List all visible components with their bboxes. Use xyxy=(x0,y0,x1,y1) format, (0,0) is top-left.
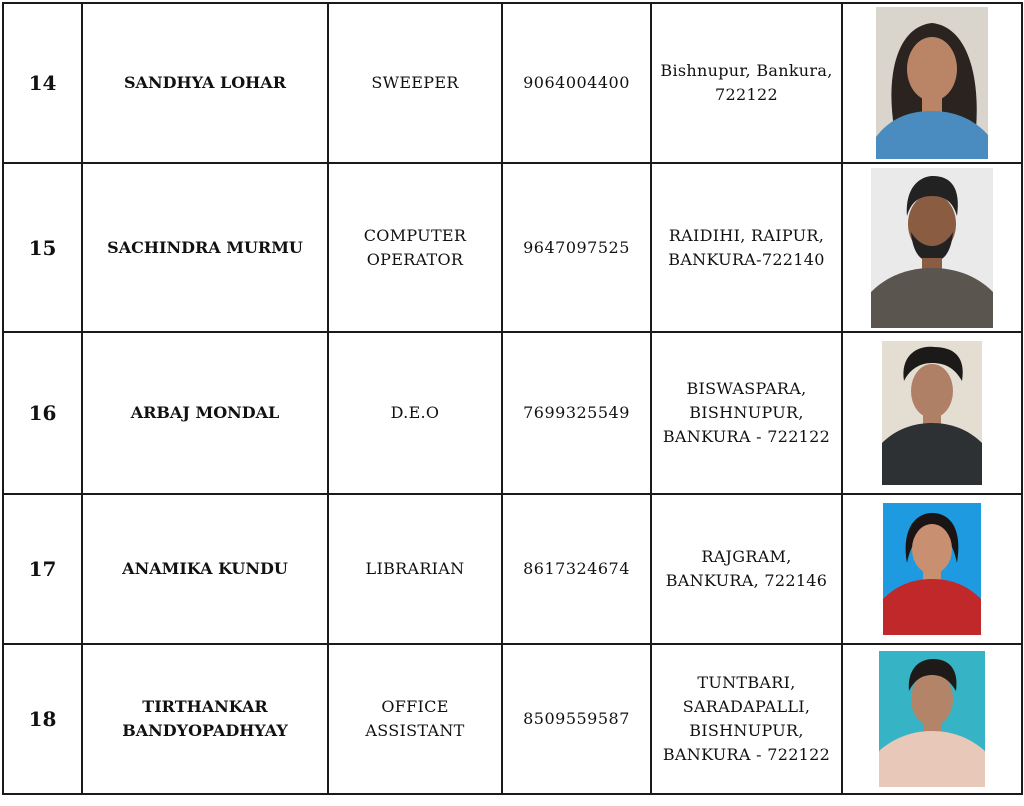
designation: D.E.O xyxy=(328,332,502,494)
address: Bishnupur, Bankura, 722122 xyxy=(651,3,842,163)
photo-cell xyxy=(842,163,1022,332)
designation: SWEEPER xyxy=(328,3,502,163)
serial-number: 15 xyxy=(3,163,82,332)
staff-name: TIRTHANKAR BANDYOPADHYAY xyxy=(82,644,328,794)
table-row xyxy=(3,644,1022,794)
table-row xyxy=(3,332,1022,494)
serial-number: 14 xyxy=(3,3,82,163)
table-row xyxy=(3,494,1022,644)
table-row xyxy=(3,3,1022,163)
staff-photo xyxy=(882,341,982,485)
photo-cell xyxy=(842,332,1022,494)
staff-name: SANDHYA LOHAR xyxy=(82,3,328,163)
serial-number: 17 xyxy=(3,494,82,644)
photo-face xyxy=(911,364,953,418)
phone-number: 9064004400 xyxy=(502,3,651,163)
photo-face xyxy=(912,524,952,574)
staff-photo xyxy=(879,651,985,787)
photo-cell xyxy=(842,644,1022,794)
phone-number: 8509559587 xyxy=(502,644,651,794)
designation: OFFICE ASSISTANT xyxy=(328,644,502,794)
address: BISWASPARA, BISHNUPUR, BANKURA - 722122 xyxy=(651,332,842,494)
serial-number: 18 xyxy=(3,644,82,794)
designation: COMPUTER OPERATOR xyxy=(328,163,502,332)
photo-cell xyxy=(842,494,1022,644)
staff-name: ANAMIKA KUNDU xyxy=(82,494,328,644)
designation: LIBRARIAN xyxy=(328,494,502,644)
staff-name: ARBAJ MONDAL xyxy=(82,332,328,494)
photo-clothing xyxy=(882,423,982,485)
serial-number: 16 xyxy=(3,332,82,494)
phone-number: 8617324674 xyxy=(502,494,651,644)
table-row xyxy=(3,163,1022,332)
phone-number: 9647097525 xyxy=(502,163,651,332)
photo-face xyxy=(907,37,957,101)
staff-photo xyxy=(871,168,993,328)
address: RAJGRAM, BANKURA, 722146 xyxy=(651,494,842,644)
staff-photo xyxy=(883,503,981,635)
photo-face xyxy=(911,672,953,726)
staff-photo xyxy=(876,7,988,159)
staff-name: SACHINDRA MURMU xyxy=(82,163,328,332)
address: TUNTBARI, SARADAPALLI, BISHNUPUR, BANKURA - 722122 xyxy=(651,644,842,794)
staff-table xyxy=(2,2,1023,795)
photo-cell xyxy=(842,3,1022,163)
address: RAIDIHI, RAIPUR, BANKURA-722140 xyxy=(651,163,842,332)
phone-number: 7699325549 xyxy=(502,332,651,494)
